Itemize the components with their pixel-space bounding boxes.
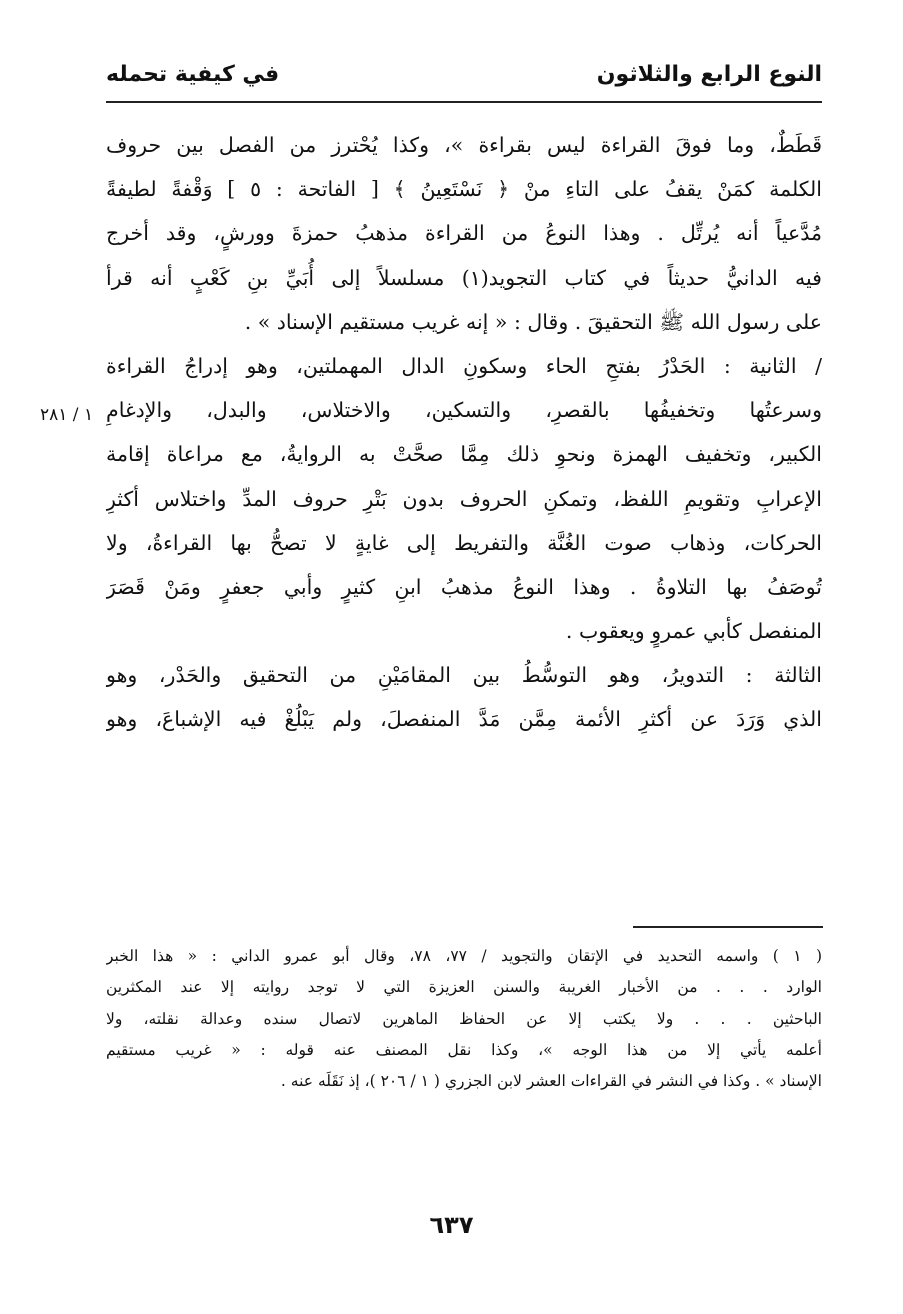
text-line: الثالثة : التدويرُ، وهو التوسُّطُ بين المقامَيْنِ من التحقيق والحَدْر، وهو	[106, 663, 822, 688]
running-head	[106, 58, 822, 92]
text-line: وسرعتُها وتخفيفُها بالقصرِ، والتسكين، والاختلاس، والبدل، والإدغامِ	[106, 398, 822, 423]
text-line: الكبير، وتخفيف الهمزة ونحوِ ذلك مِمَّا صحَّتْ به الروايةُ، مع مراعاة إقامة	[106, 442, 822, 467]
footnote-line: أعلمه يأتي إلا من هذا الوجه »، وكذا نقل المصنف عنه قوله : « غريب مستقيم	[106, 1040, 822, 1059]
footnotes	[106, 941, 822, 1097]
footnote-line: ( ١ ) واسمه التحديد في الإتقان والتجويد / ٧٧، ٧٨، وقال أبو عمرو الداني : « هذا الخبر	[106, 947, 822, 965]
text-line: تُوصَفُ بها التلاوةُ . وهذا النوعُ مذهبُ ابنِ كثيرٍ وأبي جعفرٍ ومَنْ قَصَرَ	[106, 574, 822, 599]
text-line: / الثانية : الحَدْرُ بفتحِ الحاء وسكونِ الدال المهملتين، وهو إدراجُ القراءة	[106, 353, 822, 378]
footnote-line: الوارد . . . من الأخبار الغريبة والسنن العزيزة التي لا توجد روايته إلا عند المكثرين	[106, 978, 822, 997]
text-line: على رسول الله ﷺ التحقيقَ . وقال : « إنه غريب مستقيم الإسناد » .	[244, 309, 822, 334]
text-line: قَطَطٌ، وما فوقَ القراءة ليس بقراءة »، وكذا يُحْترز من الفصل بين حروف	[106, 133, 822, 157]
marginal-page-reference: ١ / ٢٨١	[40, 405, 94, 425]
page-number: ٦٣٧	[429, 1211, 474, 1239]
text-line: مُدَّعياً أنه يُرتِّل . وهذا النوعُ من القراءة مذهبُ حمزةَ وورشٍ، وقد أخرج	[106, 221, 822, 246]
header-rule	[106, 101, 822, 103]
main-text	[106, 123, 822, 742]
text-line: فيه الدانيُّ حديثاً في كتاب التجويد(١) مسلسلاً إلى أُبَيِّ بنِ كَعْبٍ أنه قرأ	[106, 265, 822, 290]
footnote-line: الباحثين . . . ولا يكتب إلا عن الحفاظ الماهرين لاتصال سنده وعدالة نقلته، ولا	[106, 1009, 822, 1028]
text-line: الإعرابِ وتقويمِ اللفظ، وتمكنِ الحروف بدون بَتْرِ حروف المدِّ واختلاس أكثرِ	[106, 486, 822, 511]
text-line: الكلمة كمَنْ يقفُ على التاءِ منْ ﴿ نَسْتَعِينُ ﴾ [ الفاتحة : ٥ ] وَقْفةً لطيفةً	[106, 177, 822, 202]
text-line: المنفصل كأبي عمروٍ ويعقوب .	[565, 619, 822, 644]
text-line: الحركات، وذهاب صوت الغُنَّة والتفريط إلى غايةٍ لا تصحُّ بها القراءةُ، ولا	[106, 530, 822, 555]
running-head-chapter-title: النوع الرابع والثلاثون	[596, 62, 822, 87]
running-head-section-title: في كيفية تحمله	[106, 62, 280, 87]
footnote-line: الإسناد » . وكذا في النشر في القراءات العشر لابن الجزري ( ١ / ٢٠٦ )، إذ نَقَلَه عنه .	[280, 1072, 822, 1091]
footnote-rule	[633, 926, 823, 928]
text-line: الذي وَرَدَ عن أكثرِ الأئمة مِمَّن مَدَّ المنفصلَ، ولم يَبْلُغْ فيه الإشباعَ، وهو	[106, 707, 822, 732]
